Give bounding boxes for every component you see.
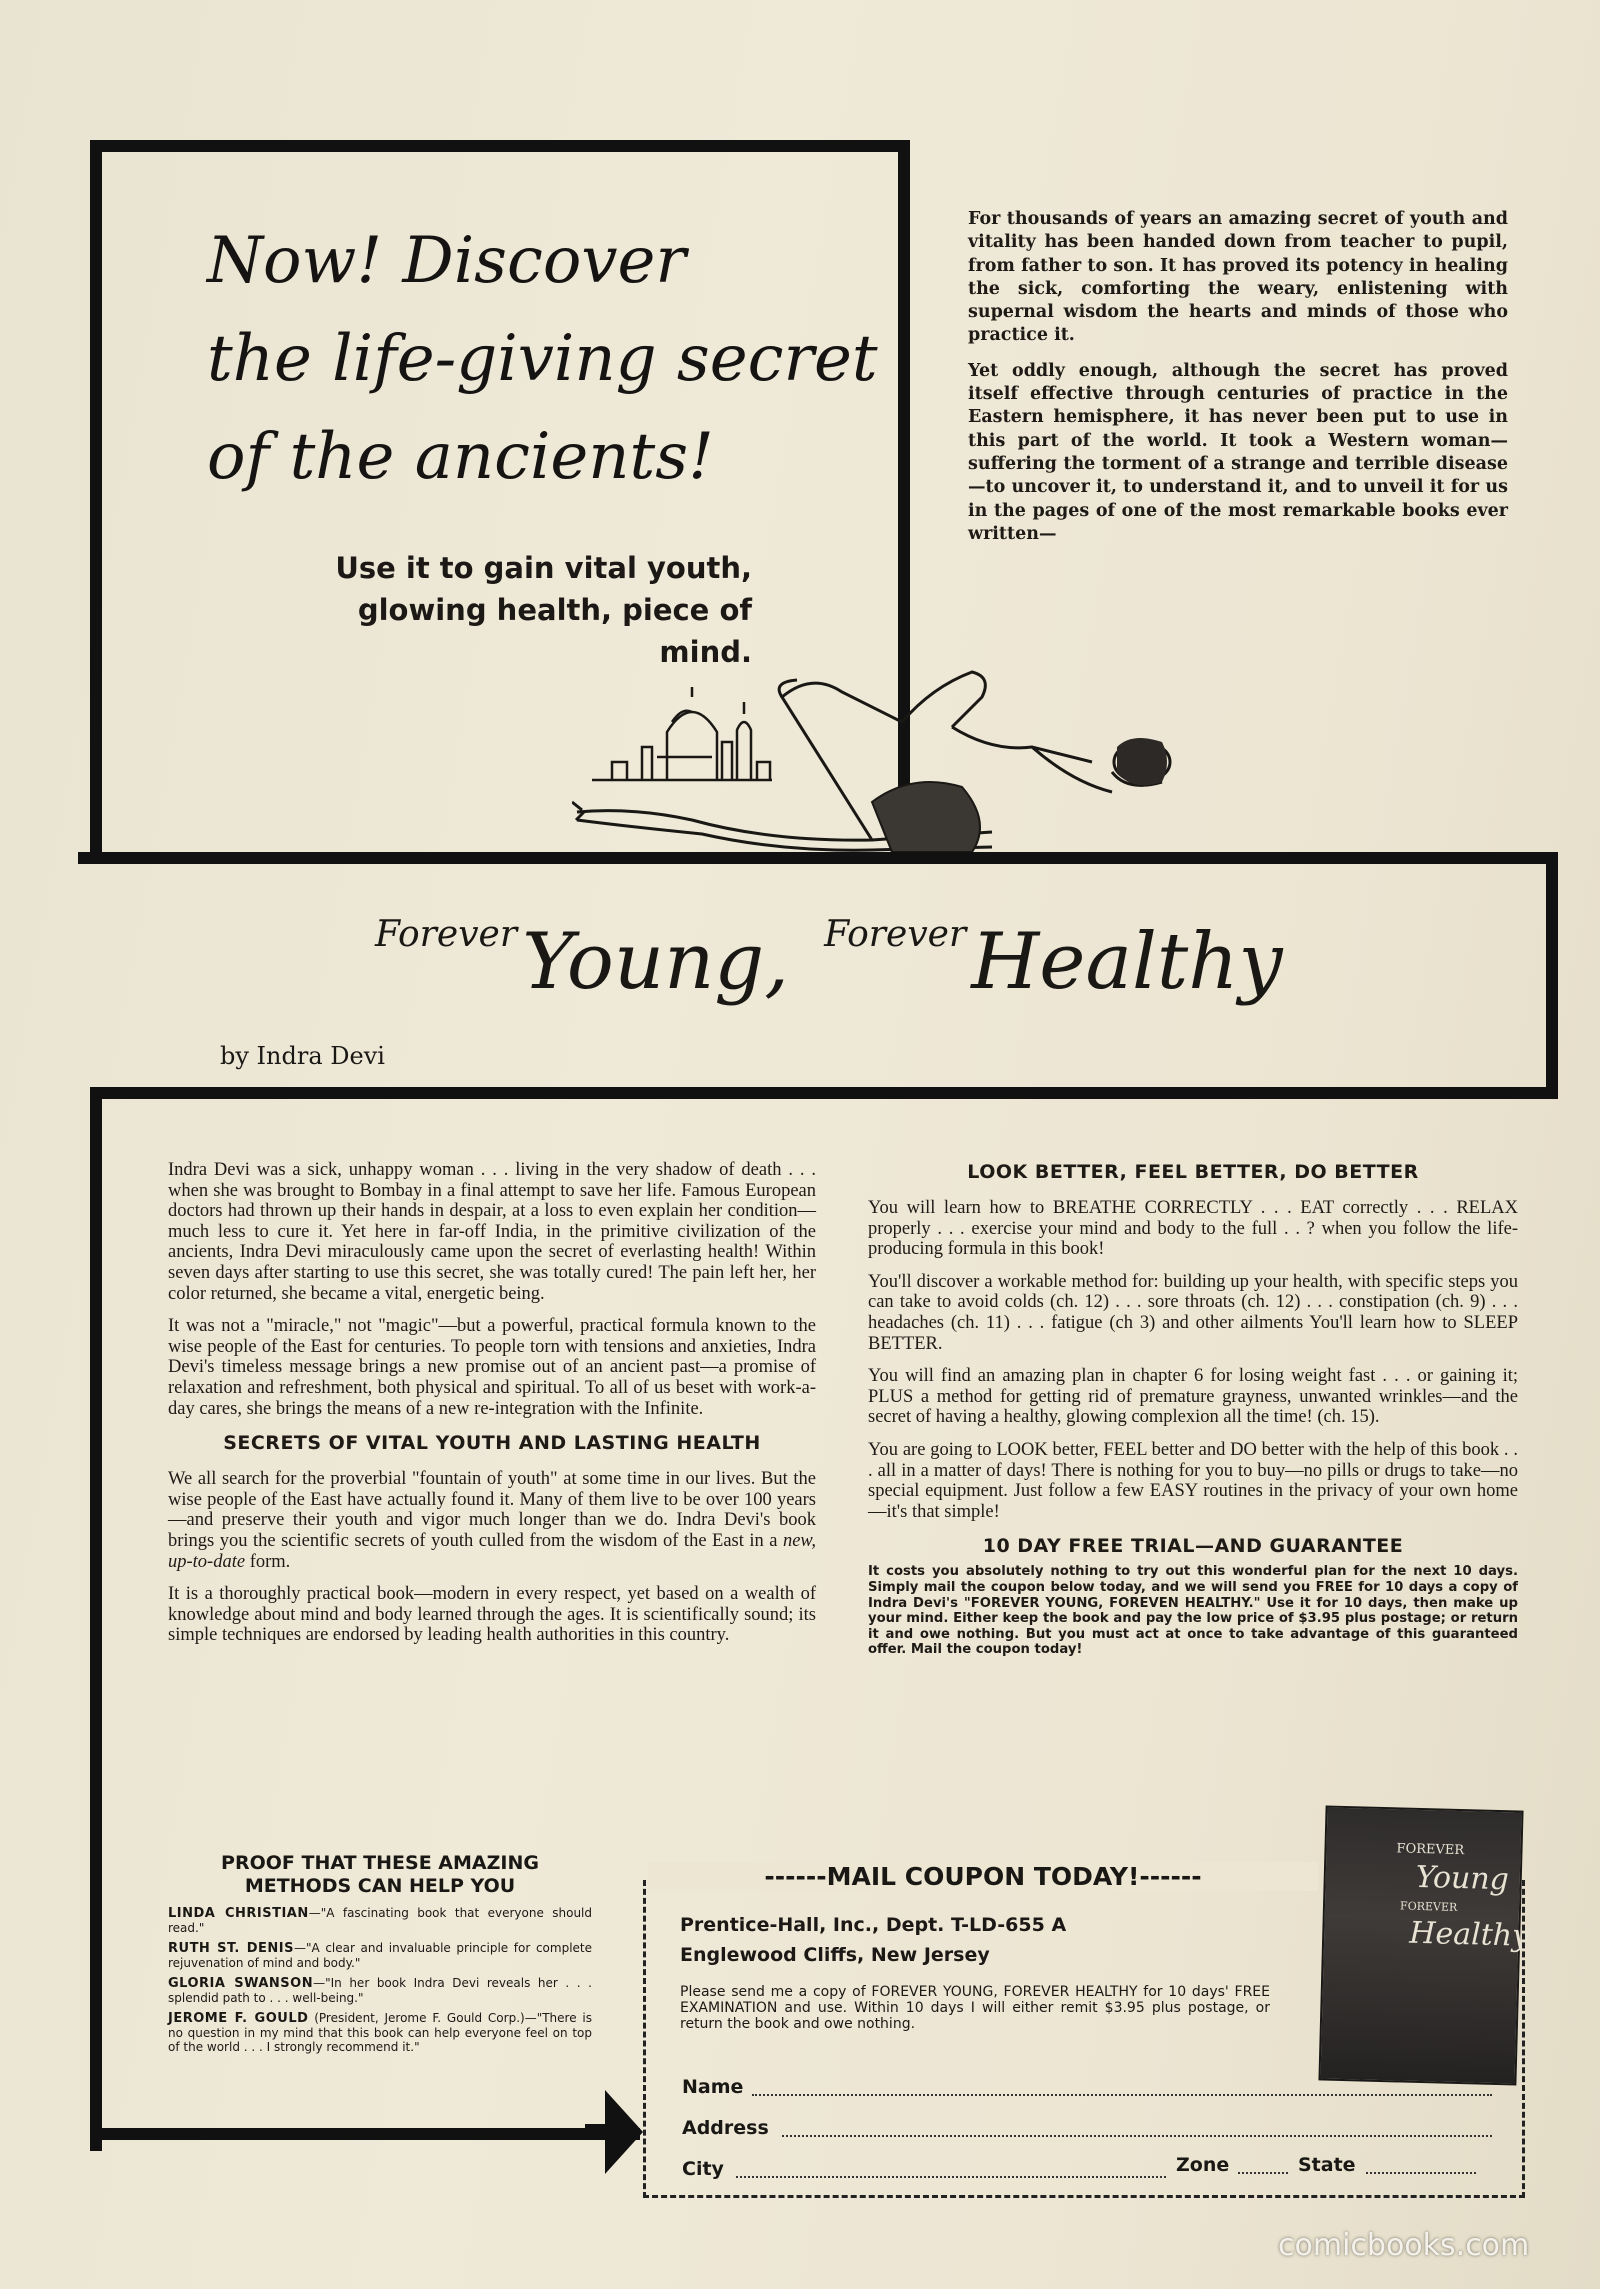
coupon-address-1: Prentice-Hall, Inc., Dept. T-LD-655 A xyxy=(680,1914,1067,1936)
testimonial-name: LINDA CHRISTIAN xyxy=(168,1906,309,1921)
book-cover-healthy: Healthy xyxy=(1408,1915,1530,1954)
right-paragraph-4: You are going to LOOK better, FEEL better and DO better with the help of this book . . . all in a matter of days! There is nothing for you to buy—no pills or drugs to take—no special equipment. Just follow a few EASY routines in the privacy of your own home—it's that simple! xyxy=(868,1439,1518,1522)
section-heading-look-better: LOOK BETTER, FEEL BETTER, DO BETTER xyxy=(967,1161,1419,1183)
guarantee-fine-print: It costs you absolutely nothing to try out this wonderful plan for the next 10 days. Simply mail the coupon below today, and we will send you FREE for 10 days a copy of Indra Devi's "FOREVER YOUNG, FOREVEN HEALTHY." Use it for 10 days, then make up your mind. Either keep the book and pay the low price of $3.95 plus postage; or return it and owe nothing. But you must act at once to take advantage of this guaranteed offer. Mail the coupon today! xyxy=(868,1564,1518,1658)
left-paragraph-1: Indra Devi was a sick, unhappy woman . . . living in the very shadow of death . . . when she was brought to Bombay in a final attempt to save her life. Famous European doctors had thrown up their hands in despair, at a loss to even explain her condition—much less to cure it. Yet here in far-off India, in the primitive civilization of the ancients, Indra Devi miraculously came upon the secret of everlasting health! Within seven days after starting to use this secret, she was totally cured! The pain left her, her color returned, she became a vital, energetic being. xyxy=(168,1160,816,1304)
left-column xyxy=(168,1160,816,1658)
book-cover-young: Young xyxy=(1415,1859,1510,1898)
title-band xyxy=(90,852,1558,1099)
right-paragraph-1: You will learn how to BREATHE CORRECTLY . . . EAT correctly . . . RELAX properly . . . exercise your mind and body to the full . . ? when you follow the life-producing formula in this book! xyxy=(868,1198,1518,1260)
left-paragraph-3 xyxy=(168,1469,816,1572)
right-paragraph-2: You'll discover a workable method for: building up your health, with specific steps you can take to avoid colds (ch. 12) . . . sore throats (ch. 12) . . . constipation (ch. 9) . . . headaches (ch. 11) . . . fatigue (ch 3) and other ailments You'll learn how to SLEEP BETTER. xyxy=(868,1271,1518,1354)
intro-paragraph-1: For thousands of years an amazing secret of youth and vitality has been handed down from teacher to pupil, from father to son. It has proved its potency in healing the sick, comforting the weary, enlistening with supernal wisdom the hearts and minds of those who practice it. xyxy=(968,209,1508,346)
address-field[interactable] xyxy=(782,2135,1492,2137)
left-paragraph-4: It is a thoroughly practical book—modern in every respect, yet based on a wealth of knowledge about mind and body learned through the ages. It is scientifically sound; its simple techniques are endorsed by leading health authorities in this country. xyxy=(168,1584,816,1646)
headline-line-2: the life-giving secret xyxy=(207,322,878,396)
swimsuit-icon xyxy=(872,782,980,852)
temple-skyline-icon xyxy=(592,687,772,780)
city-label: City xyxy=(682,2158,724,2180)
coupon-body xyxy=(680,1910,1270,2032)
book-title xyxy=(375,914,1375,1007)
watermark: comicbooks.com xyxy=(1278,2228,1530,2263)
woman-figure-icon xyxy=(572,672,1170,850)
name-field[interactable] xyxy=(752,2094,1492,2096)
headline-line-3: of the ancients! xyxy=(207,420,714,494)
headline xyxy=(207,212,887,506)
city-field[interactable] xyxy=(736,2176,1166,2178)
section-heading-free-trial: 10 DAY FREE TRIAL—AND GUARANTEE xyxy=(982,1535,1404,1558)
left-paragraph-3-end: form. xyxy=(245,1551,291,1572)
state-field[interactable] xyxy=(1366,2172,1476,2174)
tagline-line-2: glowing health, piece of mind. xyxy=(357,593,752,669)
coupon-address-2: Englewood Cliffs, New Jersey xyxy=(680,1944,990,1966)
testimonial xyxy=(168,1906,592,1935)
testimonial-name: JEROME F. GOULD xyxy=(168,2011,309,2026)
testimonial-name: GLORIA SWANSON xyxy=(168,1976,314,1991)
arrow-right-icon xyxy=(585,2084,645,2180)
title-forever-1: Forever xyxy=(375,914,518,955)
right-paragraph-3: You will find an amazing plan in chapter 6 for losing weight fast . . . or gaining it; PLUS a method for getting rid of premature grayness, unwanted wrinkles—and the secret of having a healthy, glowing complexion all the time! (ch. 15). xyxy=(868,1366,1518,1428)
headline-box xyxy=(90,140,910,852)
name-label: Name xyxy=(682,2076,744,2098)
zone-field[interactable] xyxy=(1238,2172,1288,2174)
book-cover-forever-2: FOREVER xyxy=(1399,1899,1458,1914)
testimonial xyxy=(168,1976,592,2005)
state-label: State xyxy=(1298,2154,1356,2176)
section-heading-secrets: SECRETS OF VITAL YOUTH AND LASTING HEALTH xyxy=(223,1432,761,1455)
tagline-line-1: Use it to gain vital youth, xyxy=(335,551,752,585)
coupon-title-text: MAIL COUPON TODAY! xyxy=(826,1862,1140,1891)
testimonial-quote: —"In her book Indra Devi reveals her . . . splendid path to . . . well-being." xyxy=(168,1976,592,2005)
coupon-text: Please send me a copy of FOREVER YOUNG, FOREVER HEALTHY for 10 days' FREE EXAMINATION and use. Within 10 days I will either remit $3.95 plus postage, or return the book and owe nothing. xyxy=(680,1984,1270,2032)
testimonials xyxy=(168,1852,592,2060)
hair-icon xyxy=(1117,738,1167,785)
testimonial-quote: —"A fascinating book that everyone should read." xyxy=(168,1906,593,1935)
left-paragraph-3-italic: new, up-to-date xyxy=(168,1530,816,1572)
book-cover-forever-1: FOREVER xyxy=(1396,1841,1465,1859)
testimonial xyxy=(168,2011,592,2054)
title-forever-2: Forever xyxy=(824,914,967,955)
testimonial-quote: —"A clear and invaluable principle for complete rejuvenation of mind and body." xyxy=(168,1941,592,1970)
headline-line-1: Now! Discover xyxy=(207,224,686,298)
testimonials-heading: PROOF THAT THESE AMAZING METHODS CAN HELP YOU xyxy=(221,1852,539,1897)
left-paragraph-3-text: We all search for the proverbial "fountain of youth" at some time in our lives. But the wise people of the East have actually found it. Many of them live to be over 100 years—and preserve their youth and vigor much longer than we do. Indra Devi's book brings you the scientific secrets of youth culled from the wisdom of the East in a xyxy=(168,1469,816,1551)
title-young: Young, xyxy=(522,917,790,1007)
byline: by Indra Devi xyxy=(220,1042,385,1070)
zone-label: Zone xyxy=(1176,2154,1230,2176)
bottom-rule xyxy=(90,2128,640,2140)
testimonial-name: RUTH ST. DENIS xyxy=(168,1941,294,1956)
title-healthy: Healthy xyxy=(971,917,1283,1007)
coupon-title: ------MAIL COUPON TODAY!------ xyxy=(648,1862,1318,1891)
testimonial xyxy=(168,1941,592,1970)
right-column xyxy=(868,1160,1518,1658)
address-label: Address xyxy=(682,2117,769,2139)
intro-text xyxy=(968,208,1508,558)
testimonial-quote: (President, Jerome F. Gould Corp.)—"There is no question in my mind that this book can help everyone feel on top of the world . . . I strongly recommend it." xyxy=(168,2011,592,2054)
reclining-woman-illustration xyxy=(572,652,1212,862)
left-paragraph-2: It was not a "miracle," not "magic"—but a powerful, practical formula known to the wise people of the East for centuries. To people torn with tensions and anxieties, Indra Devi's timeless message brings a new promise out of an ancient past—a promise of relaxation and refreshment, both physical and spiritual. To all of us beset with work-a-day cares, she brings the means of a new re-integration with the Infinite. xyxy=(168,1316,816,1419)
intro-paragraph-2: Yet oddly enough, although the secret has proved itself effective through centuries of practice in the Eastern hemisphere, it has never been put to use in this part of the world. It took a Western woman—suffering the torment of a strange and terrible disease—to uncover it, to understand it, and to unveil it for us in the pages of one of the most remarkable books ever written— xyxy=(968,360,1508,544)
